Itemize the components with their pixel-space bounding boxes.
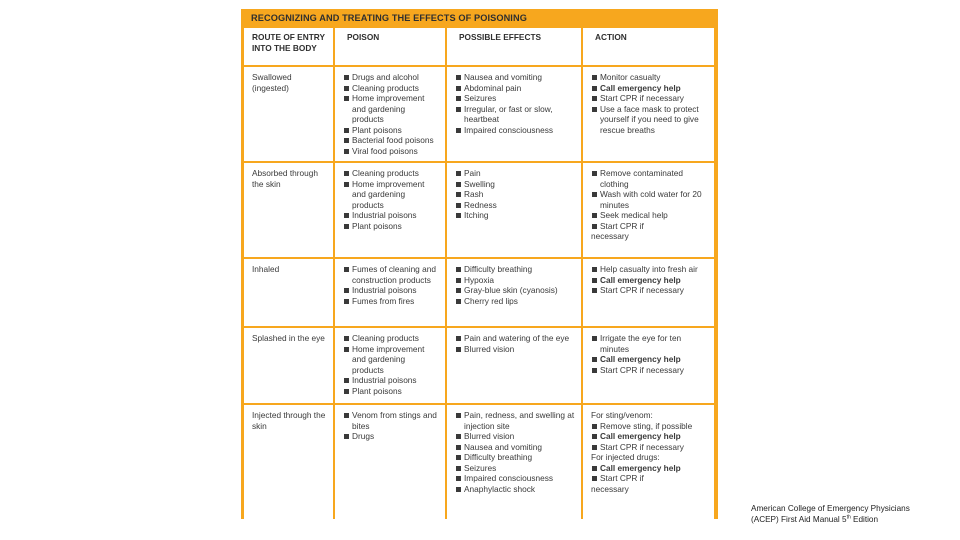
- list-item: Fumes of cleaning and construction products: [343, 264, 439, 285]
- list-item: Gray-blue skin (cyanosis): [455, 285, 575, 296]
- list-item: Impaired consciousness: [455, 125, 575, 136]
- poison-cell: [335, 67, 445, 161]
- list-item: Help casualty into fresh air: [591, 264, 708, 275]
- list-item: Bacterial food poisons: [343, 135, 439, 146]
- action-cell: [583, 405, 714, 525]
- caption-text-end: Edition: [850, 515, 879, 524]
- list-item: Viral food poisons: [343, 146, 439, 157]
- list-item: Industrial poisons: [343, 375, 439, 386]
- action-cell: [583, 163, 714, 257]
- action-cell: [583, 328, 714, 403]
- list-item: Seizures: [455, 463, 575, 474]
- list-item: Start CPR if necessary: [591, 442, 708, 453]
- list-item: Blurred vision: [455, 431, 575, 442]
- poison-cell: [335, 259, 445, 326]
- list-item: Start CPR if necessary: [591, 365, 708, 376]
- list-item: Irregular, or fast or slow, heartbeat: [455, 104, 575, 125]
- route-cell: Splashed in the eye: [244, 328, 333, 403]
- list-item: Drugs: [343, 431, 439, 442]
- list-item: Call emergency help: [591, 463, 708, 474]
- list-item: Rash: [455, 189, 575, 200]
- list-item: Cleaning products: [343, 333, 439, 344]
- poison-cell: [335, 328, 445, 403]
- poison-cell: [335, 163, 445, 257]
- list-item: Pain and watering of the eye: [455, 333, 575, 344]
- list-item: Start CPR if: [591, 221, 708, 232]
- list-item: Venom from stings and bites: [343, 410, 439, 431]
- header-action: ACTION: [583, 28, 714, 65]
- action-cell: [583, 259, 714, 326]
- caption-line-1: American College of Emergency Physicians: [751, 504, 910, 513]
- list-item: necessary: [591, 483, 629, 494]
- source-caption: [751, 503, 910, 525]
- list-item: Start CPR if: [591, 473, 708, 484]
- list-item: Itching: [455, 210, 575, 221]
- list-item: Industrial poisons: [343, 285, 439, 296]
- list-item: Remove contaminated clothing: [591, 168, 708, 189]
- table-title: RECOGNIZING AND TREATING THE EFFECTS OF POISONING: [251, 13, 527, 23]
- list-item: Use a face mask to protect yourself if you need to give rescue breaths: [591, 104, 708, 136]
- list-item: Call emergency help: [591, 354, 708, 365]
- list-item: Difficulty breathing: [455, 264, 575, 275]
- route-cell: Swallowed (ingested): [244, 67, 333, 161]
- effects-cell: [447, 67, 581, 161]
- list-item: Fumes from fires: [343, 296, 439, 307]
- list-item: Home improvement and gardening products: [343, 179, 439, 211]
- route-cell: Inhaled: [244, 259, 333, 326]
- list-item: Home improvement and gardening products: [343, 93, 439, 125]
- list-item: Impaired consciousness: [455, 473, 575, 484]
- list-item: necessary: [591, 231, 629, 241]
- caption-text: (ACEP) First Aid Manual 5: [751, 515, 847, 524]
- list-item: Industrial poisons: [343, 210, 439, 221]
- caption-superscript: th: [846, 514, 851, 521]
- list-item: Drugs and alcohol: [343, 72, 439, 83]
- list-item: Pain: [455, 168, 575, 179]
- list-item: Cherry red lips: [455, 296, 575, 307]
- list-item: Plant poisons: [343, 125, 439, 136]
- list-item: Cleaning products: [343, 168, 439, 179]
- caption-line-2: [751, 514, 910, 525]
- effects-cell: [447, 405, 581, 525]
- list-item: For injected drugs:: [591, 452, 660, 462]
- list-item: Difficulty breathing: [455, 452, 575, 463]
- list-item: Pain, redness, and swelling at injection site: [455, 410, 575, 431]
- list-item: Irrigate the eye for ten minutes: [591, 333, 708, 354]
- list-item: Redness: [455, 200, 575, 211]
- list-item: Call emergency help: [591, 83, 708, 94]
- list-item: Seizures: [455, 93, 575, 104]
- poisoning-table: [241, 9, 718, 519]
- list-item: Home improvement and gardening products: [343, 344, 439, 376]
- list-item: Wash with cold water for 20 minutes: [591, 189, 708, 210]
- list-item: Seek medical help: [591, 210, 708, 221]
- list-item: Nausea and vomiting: [455, 72, 575, 83]
- list-item: Start CPR if necessary: [591, 93, 708, 104]
- table-grid: [244, 28, 715, 516]
- header-effects: POSSIBLE EFFECTS: [447, 28, 581, 65]
- list-item: Hypoxia: [455, 275, 575, 286]
- header-route: ROUTE OF ENTRY INTO THE BODY: [244, 28, 333, 65]
- list-item: Nausea and vomiting: [455, 442, 575, 453]
- list-item: Plant poisons: [343, 221, 439, 232]
- route-cell: Injected through the skin: [244, 405, 333, 525]
- list-item: Abdominal pain: [455, 83, 575, 94]
- header-poison: POISON: [335, 28, 445, 65]
- list-item: Plant poisons: [343, 386, 439, 397]
- list-item: Remove sting, if possible: [591, 421, 708, 432]
- list-item: Call emergency help: [591, 431, 708, 442]
- route-cell: Absorbed through the skin: [244, 163, 333, 257]
- list-item: Swelling: [455, 179, 575, 190]
- list-item: Call emergency help: [591, 275, 708, 286]
- list-item: Monitor casualty: [591, 72, 708, 83]
- effects-cell: [447, 328, 581, 403]
- action-cell: [583, 67, 714, 161]
- list-item: Cleaning products: [343, 83, 439, 94]
- list-item: For sting/venom:: [591, 410, 653, 420]
- list-item: Blurred vision: [455, 344, 575, 355]
- poison-cell: [335, 405, 445, 525]
- list-item: Anaphylactic shock: [455, 484, 575, 495]
- list-item: Start CPR if necessary: [591, 285, 708, 296]
- effects-cell: [447, 259, 581, 326]
- effects-cell: [447, 163, 581, 257]
